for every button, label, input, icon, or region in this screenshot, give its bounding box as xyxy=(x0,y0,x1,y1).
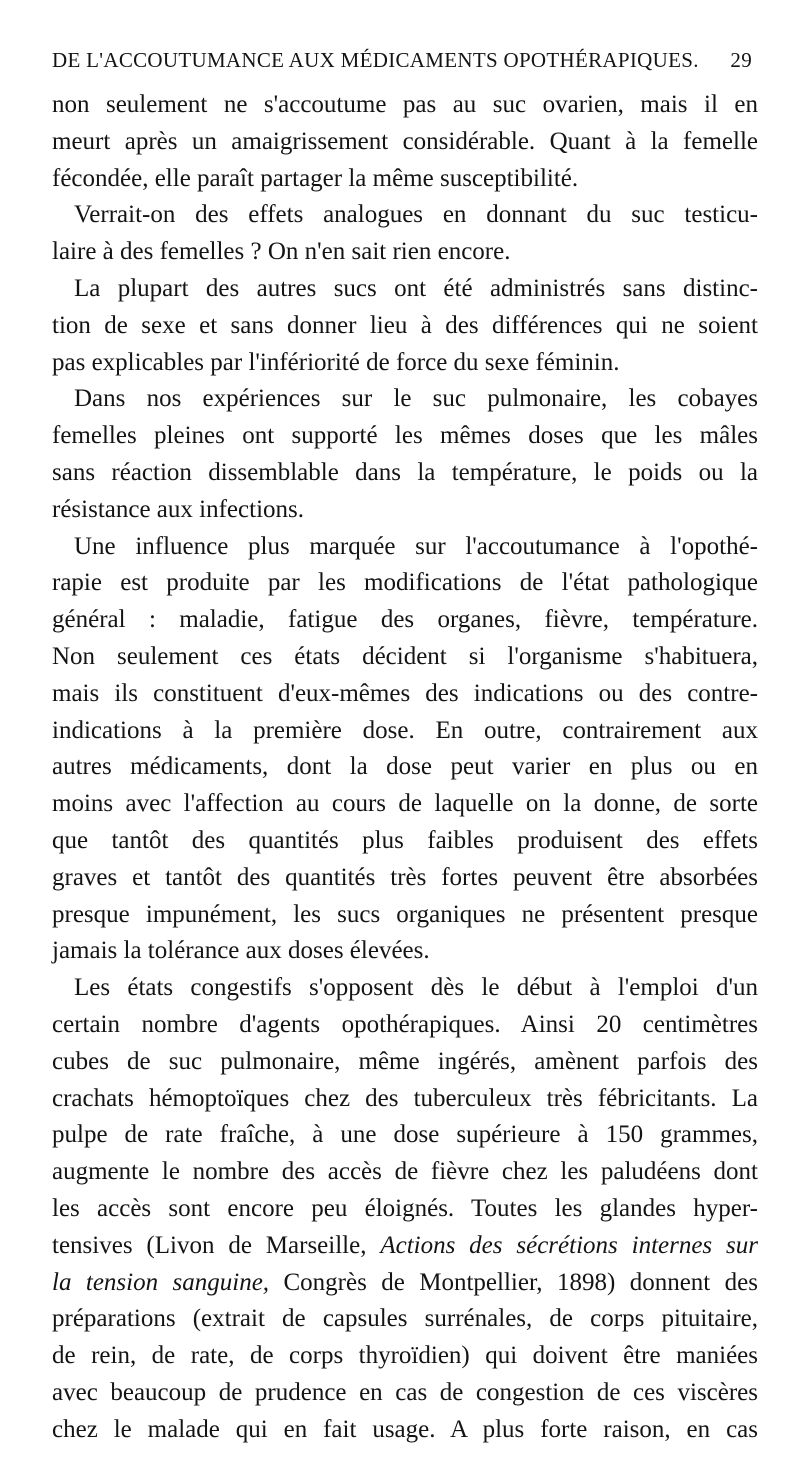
running-head xyxy=(52,48,752,78)
text-line: préparations (extrait de capsules surrénales, de corps pituitaire, xyxy=(52,1305,758,1333)
text-line: autres médicaments, dont la dose peut varier en plus ou en xyxy=(52,753,758,781)
text-line: Verrait-on des effets analogues en donnant du suc testicu- xyxy=(74,201,758,229)
text-line: laire à des femelles ? On n'en sait rien encore. xyxy=(52,238,511,266)
text-line: presque impunément, les sucs organiques ne présentent presque xyxy=(52,900,758,928)
text-line: avec beaucoup de prudence en cas de congestion de ces viscères xyxy=(52,1378,758,1406)
text-line: que tantôt des quantités plus faibles produisent des effets xyxy=(52,826,758,854)
text-line: crachats hémoptoïques chez des tuberculeux très fébricitants. La xyxy=(52,1084,758,1112)
text-line: Une influence plus marquée sur l'accoutumance à l'opothé- xyxy=(74,532,758,560)
text-line: général : maladie, fatigue des organes, fièvre, température. xyxy=(52,606,758,634)
text-line-with-italic xyxy=(52,1265,758,1302)
text-line: pulpe de rate fraîche, à une dose supérieure à 150 grammes, xyxy=(52,1121,758,1149)
text-line: La plupart des autres sucs ont été administrés sans distinc- xyxy=(74,274,758,302)
text-line: résistance aux infections. xyxy=(52,495,304,523)
text-segment: tensives (Livon de Marseille, xyxy=(52,1231,367,1259)
text-line: chez le malade qui en fait usage. A plus forte raison, en cas xyxy=(52,1415,758,1443)
text-line: les accès sont encore peu éloignés. Toutes les glandes hyper- xyxy=(52,1194,758,1222)
text-segment: Congrès de Montpellier, 1898) donnent des xyxy=(283,1268,759,1296)
text-line: Non seulement ces états décident si l'organisme s'habituera, xyxy=(52,642,758,670)
text-line: non seulement ne s'accoutume pas au suc ovarien, mais il en xyxy=(52,91,758,118)
text-line: meurt après un amaigrissement considérable. Quant à la femelle xyxy=(52,127,758,155)
text-line: cubes de suc pulmonaire, même ingérés, amènent parfois des xyxy=(52,1047,758,1075)
text-line: sans réaction dissemblable dans la température, le poids ou la xyxy=(52,458,758,486)
italic-title: la tension sanguine, xyxy=(52,1268,270,1296)
text-line: jamais la tolérance aux doses élevées. xyxy=(52,937,430,965)
italic-title: Actions des sécrétions internes sur xyxy=(380,1231,758,1259)
text-line: fécondée, elle paraît partager la même susceptibilité. xyxy=(52,164,579,192)
text-line: de rein, de rate, de corps thyroïdien) qui doivent être maniées xyxy=(52,1342,758,1370)
text-line: pas explicables par l'infériorité de force du sexe féminin. xyxy=(52,348,620,376)
text-line: mais ils constituent d'eux-mêmes des indications ou des contre- xyxy=(52,679,758,707)
text-line: Dans nos expériences sur le suc pulmonaire, les cobayes xyxy=(74,385,758,413)
text-line: indications à la première dose. En outre, contrairement aux xyxy=(52,716,758,744)
text-line: certain nombre d'agents opothérapiques. Ainsi 20 centimètres xyxy=(52,1010,758,1038)
text-line: augmente le nombre des accès de fièvre chez les paludéens dont xyxy=(52,1158,758,1186)
text-line: rapie est produite par les modifications de l'état pathologique xyxy=(52,569,758,597)
page-number: 29 xyxy=(730,48,752,72)
text-line: moins avec l'affection au cours de laquelle on la donne, de sorte xyxy=(52,790,758,818)
running-title: DE L'ACCOUTUMANCE AUX MÉDICAMENTS OPOTHÉRAPIQUES. xyxy=(52,48,699,72)
body-text xyxy=(52,87,758,1448)
text-line: graves et tantôt des quantités très fortes peuvent être absorbées xyxy=(52,863,758,891)
text-line-with-italic xyxy=(52,1228,758,1265)
text-line: tion de sexe et sans donner lieu à des différences qui ne soient xyxy=(52,311,758,339)
text-line: Les états congestifs s'opposent dès le début à l'emploi d'un xyxy=(74,974,758,1002)
text-line: femelles pleines ont supporté les mêmes doses que les mâles xyxy=(52,422,758,450)
